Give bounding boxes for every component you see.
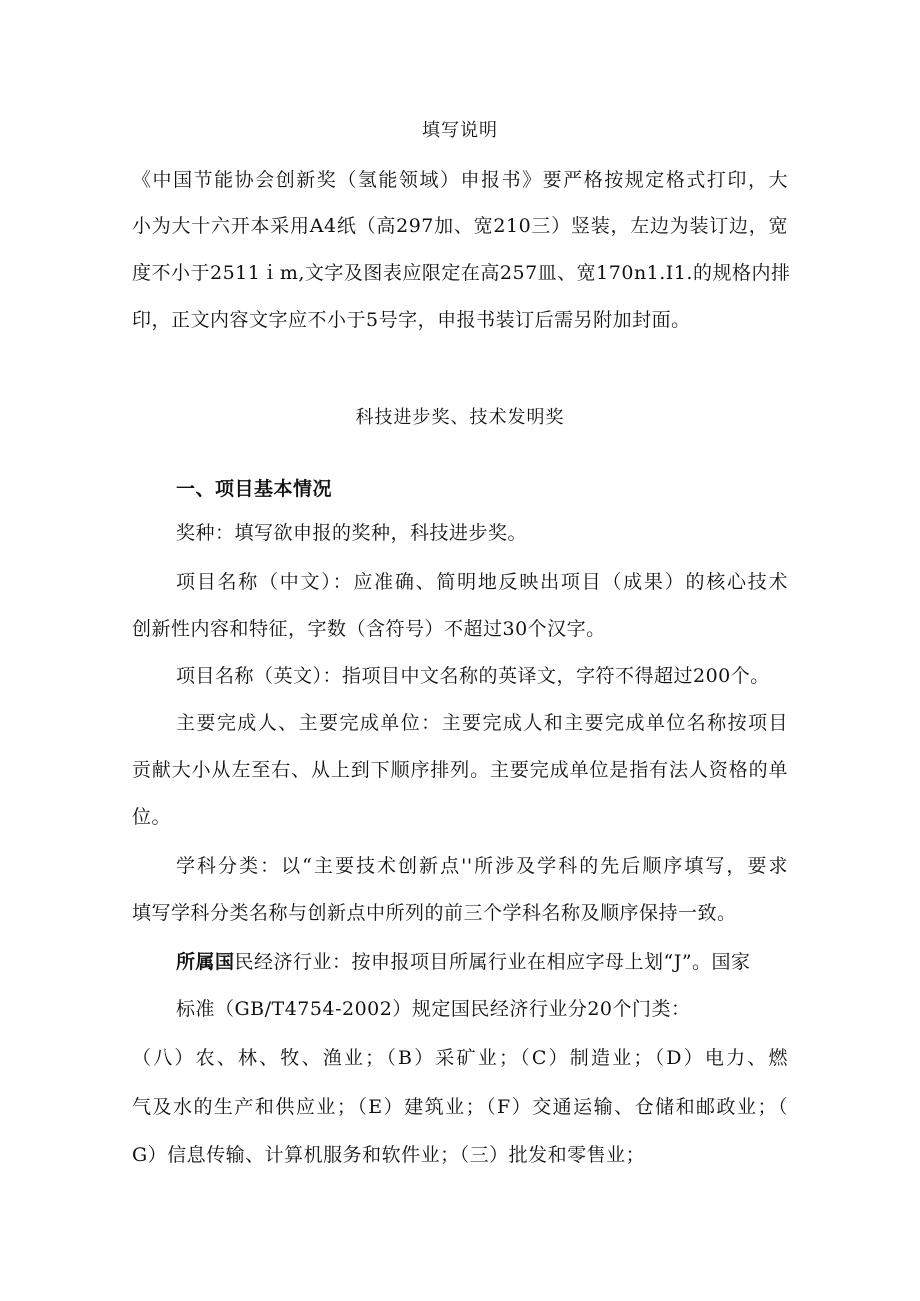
name-cn-line-1: 项目名称（中文）：应准确、简明地反映出项目（成果）的核心技术 <box>176 571 788 593</box>
industry-label-rest: 民经济行业：按申报项目所属行业在相应字母上划“J”。国家 <box>234 951 751 973</box>
standard-line: 标准（GB/T4754-2002）规定国民经济行业分20个门类： <box>176 998 691 1020</box>
intro-line-2: 小为大十六开本采用A4纸（高297加、宽210三）竖装，左边为装订边，宽 <box>132 215 788 237</box>
part-one-heading: 一、项目基本情况 <box>176 478 333 500</box>
subject-line-2: 填写学科分类名称与创新点中所列的前三个学科名称及顺序保持一致。 <box>132 902 737 924</box>
page-heading: 填写说明 <box>422 120 498 141</box>
main-completers-line-1: 主要完成人、主要完成单位：主要完成人和主要完成单位名称按项目 <box>176 712 788 734</box>
category-line-3: G）信息传输、计算机服务和软件业；（三）批发和零售业； <box>132 1144 646 1166</box>
category-line-2: 气及水的生产和供应业；（E）建筑业；（F）交通运输、仓储和邮政业；（ <box>132 1096 788 1118</box>
industry-line <box>176 950 751 974</box>
intro-line-4: 印，正文内容文字应不小于5号字，申报书装订后需另附加封面。 <box>132 309 691 331</box>
main-completers-line-3: 位。 <box>132 806 172 828</box>
intro-line-1: 《中国节能协会创新奖（氢能领域）申报书》要严格按规定格式打印，大 <box>132 169 788 191</box>
subject-line-1: 学科分类：以“主要技术创新点''所涉及学科的先后顺序填写，要求 <box>176 855 788 877</box>
award-type-text: 奖种：填写欲申报的奖种，科技进步奖。 <box>176 522 528 544</box>
intro-line-3: 度不小于2511ｉm,文字及图表应限定在高257皿、宽170n1.I1.的规格内排 <box>132 262 791 284</box>
main-completers-line-2: 贡献大小从左至右、从上到下顺序排列。主要完成单位是指有法人资格的单 <box>132 759 788 781</box>
name-en-text: 项目名称（英文）：指项目中文名称的英译文，字符不得超过200个。 <box>176 665 770 687</box>
industry-label-bold: 所属国 <box>176 951 235 973</box>
category-line-1: （八）农、林、牧、渔业；（B）采矿业；（C）制造业；（D）电力、燃 <box>132 1047 788 1069</box>
section-title: 科技进步奖、技术发明奖 <box>355 407 565 428</box>
name-cn-line-2: 创新性内容和特征，字数（含符号）不超过30个汉字。 <box>132 618 606 640</box>
